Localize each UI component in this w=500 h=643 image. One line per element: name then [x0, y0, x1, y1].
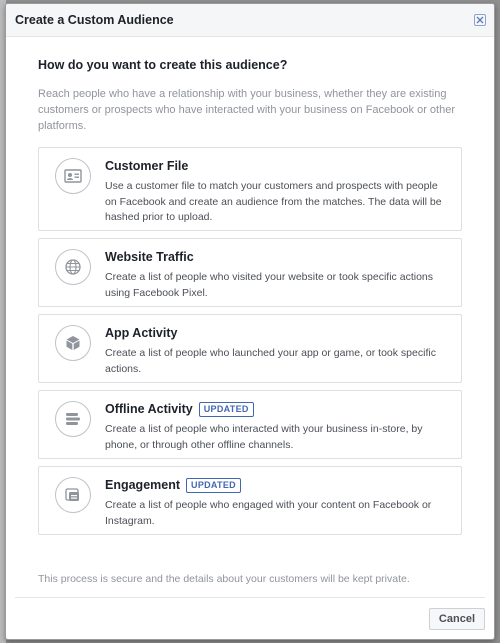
option-offline-activity[interactable]	[38, 390, 462, 459]
option-title: Customer File	[105, 159, 189, 173]
option-description: Create a list of people who launched your app or game, or took specific actions.	[105, 347, 436, 375]
custom-audience-dialog	[5, 3, 495, 640]
option-title: Offline Activity	[105, 402, 193, 416]
audience-options	[38, 147, 462, 535]
close-icon	[475, 15, 485, 25]
option-customer-file[interactable]	[38, 147, 462, 231]
globe-icon	[55, 249, 91, 285]
option-description: Create a list of people who engaged with your content on Facebook or Instagram.	[105, 499, 432, 527]
option-engagement[interactable]	[38, 466, 462, 535]
cancel-button[interactable]: Cancel	[429, 608, 485, 630]
contact-card-icon	[55, 158, 91, 194]
updated-badge: UPDATED	[186, 478, 241, 493]
option-description: Create a list of people who interacted with your business in-store, by phone, or through other offline channels.	[105, 423, 423, 451]
option-title: Website Traffic	[105, 250, 194, 264]
store-stack-icon	[55, 401, 91, 437]
close-button[interactable]	[474, 14, 486, 26]
dialog-intro: Reach people who have a relationship with your business, whether they are existing customers or prospects who have interacted with your business on Facebook or other platforms.	[38, 88, 455, 132]
dialog-title: Create a Custom Audience	[15, 13, 174, 27]
privacy-note: This process is secure and the details about your customers will be kept private.	[38, 573, 410, 585]
option-app-activity[interactable]	[38, 314, 462, 383]
option-description: Use a customer file to match your customers and prospects with people on Facebook and create an audience from the matches. The data will be hashed prior to upload.	[105, 180, 442, 223]
dialog-footer	[15, 597, 485, 639]
option-website-traffic[interactable]	[38, 238, 462, 307]
dialog-header	[6, 4, 494, 37]
updated-badge: UPDATED	[199, 402, 254, 417]
dialog-question: How do you want to create this audience?	[38, 58, 288, 72]
engagement-cards-icon	[55, 477, 91, 513]
option-title: App Activity	[105, 326, 178, 340]
option-title: Engagement	[105, 478, 181, 492]
cube-icon	[55, 325, 91, 361]
option-description: Create a list of people who visited your website or took specific actions using Facebook Pixel.	[105, 271, 433, 299]
